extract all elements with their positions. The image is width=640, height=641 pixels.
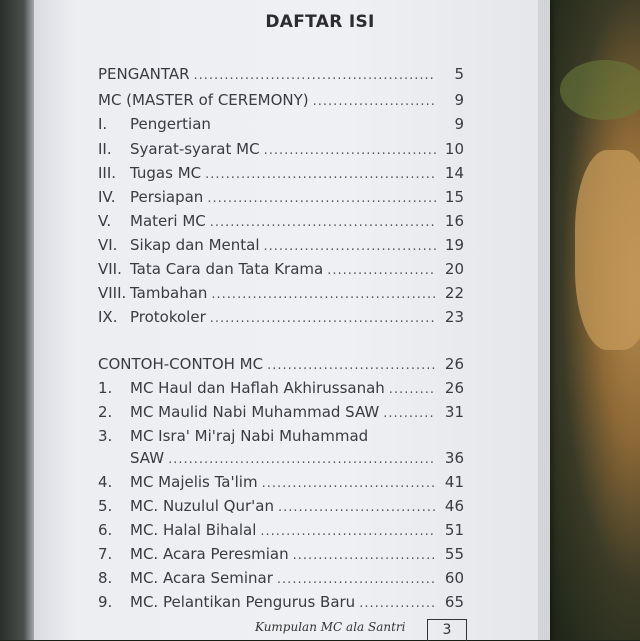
toc-entry: [98, 163, 464, 183]
toc-leader-dots: [278, 498, 436, 518]
toc-entry-page: 9: [454, 115, 464, 133]
toc-entry-number: 9.: [98, 593, 113, 611]
toc-leader-dots: [359, 594, 436, 614]
toc-entry-page: 46: [444, 497, 464, 515]
toc-entry-page: 14: [444, 164, 464, 182]
toc-entry-number: V.: [98, 212, 112, 230]
toc-entry-label: MC Majelis Ta'lim: [130, 473, 258, 491]
toc-entry-number: VIII.: [98, 284, 127, 302]
toc-leader-dots: [383, 404, 436, 424]
toc-entry-page: 55: [444, 545, 464, 563]
toc-entry: [98, 544, 464, 564]
toc-entry-label: MC. Acara Peresmian: [130, 545, 289, 563]
toc-entry-label: Persiapan: [130, 188, 204, 206]
toc-entry-page: 26: [444, 379, 464, 397]
footer-book-title: Kumpulan MC ala Santri: [255, 620, 406, 634]
toc-entry-page: 41: [444, 473, 464, 491]
toc-entry: [130, 448, 464, 468]
toc-entry: [98, 496, 464, 516]
toc-leader-dots: [313, 92, 436, 112]
toc-entry: [98, 114, 464, 134]
toc-entry-page: 23: [444, 308, 464, 326]
toc-leader-dots: [205, 165, 436, 185]
toc-entry-label: MC. Halal Bihalal: [130, 521, 257, 539]
toc-entry-page: 60: [444, 569, 464, 587]
toc-entry-number: 4.: [98, 473, 113, 491]
toc-leader-dots: [194, 66, 436, 86]
toc-entry: [98, 235, 464, 255]
toc-entry-label: MC Haul dan Haflah Akhirussanah: [130, 379, 385, 397]
toc-entry: [98, 139, 464, 159]
toc-leader-dots: [277, 570, 436, 590]
toc-leader-dots: [327, 261, 436, 281]
toc-entry: [98, 259, 464, 279]
toc-entry-page: 26: [444, 355, 464, 373]
toc-entry-number: II.: [98, 140, 112, 158]
toc-entry-page: 5: [454, 65, 464, 83]
toc-entry-label: MC. Acara Seminar: [130, 569, 273, 587]
toc-entry-number: 6.: [98, 521, 113, 539]
toc-entry: [98, 307, 464, 327]
toc-entry-number: 7.: [98, 545, 113, 563]
toc-leader-dots: [260, 522, 436, 542]
toc-entry-label: Pengertian: [130, 115, 211, 133]
toc-entry-page: 15: [444, 188, 464, 206]
toc-entry-label: Tata Cara dan Tata Krama: [130, 260, 324, 278]
toc-entry-label: Protokoler: [130, 308, 206, 326]
page-title: DAFTAR ISI: [265, 12, 375, 32]
toc-entry-label: MC Isra' Mi'raj Nabi Muhammad: [130, 427, 369, 445]
toc-entry-number: 2.: [98, 403, 113, 421]
toc-entry-number: 3.: [98, 427, 113, 445]
toc-entry: [98, 592, 464, 612]
toc-entry: [98, 90, 464, 110]
toc-leader-dots: [264, 237, 437, 257]
toc-entry-label: MC. Pelantikan Pengurus Baru: [130, 593, 356, 611]
toc-entry-number: VII.: [98, 260, 122, 278]
toc-entry-label: Tambahan: [130, 284, 208, 302]
toc-entry: [98, 211, 464, 231]
toc-entry-number: 8.: [98, 569, 113, 587]
toc-entry-label: Tugas MC: [130, 164, 202, 182]
footer-page-number: 3: [427, 619, 467, 641]
toc-entry: [98, 426, 464, 446]
toc-entry-label: Materi MC: [130, 212, 206, 230]
toc-entry-label: SAW: [130, 449, 165, 467]
toc-entry-label: PENGANTAR: [98, 65, 190, 83]
toc-entry-label: MC (MASTER of CEREMONY): [98, 91, 309, 109]
toc-entry-label: Sikap dan Mental: [130, 236, 260, 254]
toc-leader-dots: [264, 141, 436, 161]
toc-entry-page: 65: [444, 593, 464, 611]
toc-leader-dots: [262, 474, 436, 494]
toc-entry-number: I.: [98, 115, 108, 133]
toc-entry: [98, 283, 464, 303]
toc-entry: [98, 378, 464, 398]
toc-entry: [98, 354, 464, 374]
toc-entry: [98, 568, 464, 588]
toc-entry-label: CONTOH-CONTOH MC: [98, 355, 264, 373]
toc-entry: [98, 64, 464, 84]
toc-entry-page: 22: [444, 284, 464, 302]
toc-leader-dots: [293, 546, 436, 566]
toc-entry-label: MC Maulid Nabi Muhammad SAW: [130, 403, 380, 421]
toc-entry-page: 19: [444, 236, 464, 254]
toc-entry-number: 1.: [98, 379, 113, 397]
toc-entry-number: III.: [98, 164, 117, 182]
toc-entry-label: MC. Nuzulul Qur'an: [130, 497, 274, 515]
toc-entry-number: 5.: [98, 497, 113, 515]
toc-entry-label: Syarat-syarat MC: [130, 140, 260, 158]
toc-entry-page: 16: [444, 212, 464, 230]
toc-entry-page: 51: [444, 521, 464, 539]
toc-entry-number: VI.: [98, 236, 118, 254]
toc-leader-dots: [267, 356, 436, 376]
toc-leader-dots: [210, 213, 436, 233]
toc-entry: [98, 520, 464, 540]
toc-entry-page: 20: [444, 260, 464, 278]
toc-entry: [98, 187, 464, 207]
toc-entry-page: 9: [454, 91, 464, 109]
toc-entry-number: IV.: [98, 188, 116, 206]
toc-entry: [98, 472, 464, 492]
toc-entry-page: 36: [444, 449, 464, 467]
toc-entry: [98, 402, 464, 422]
toc-entry-number: IX.: [98, 308, 118, 326]
toc-leader-dots: [168, 450, 436, 470]
toc-entry-page: 31: [444, 403, 464, 421]
toc-leader-dots: [207, 189, 436, 209]
toc-leader-dots: [210, 309, 436, 329]
toc-entry-page: 10: [444, 140, 464, 158]
toc-leader-dots: [211, 285, 436, 305]
toc-leader-dots: [389, 380, 436, 400]
